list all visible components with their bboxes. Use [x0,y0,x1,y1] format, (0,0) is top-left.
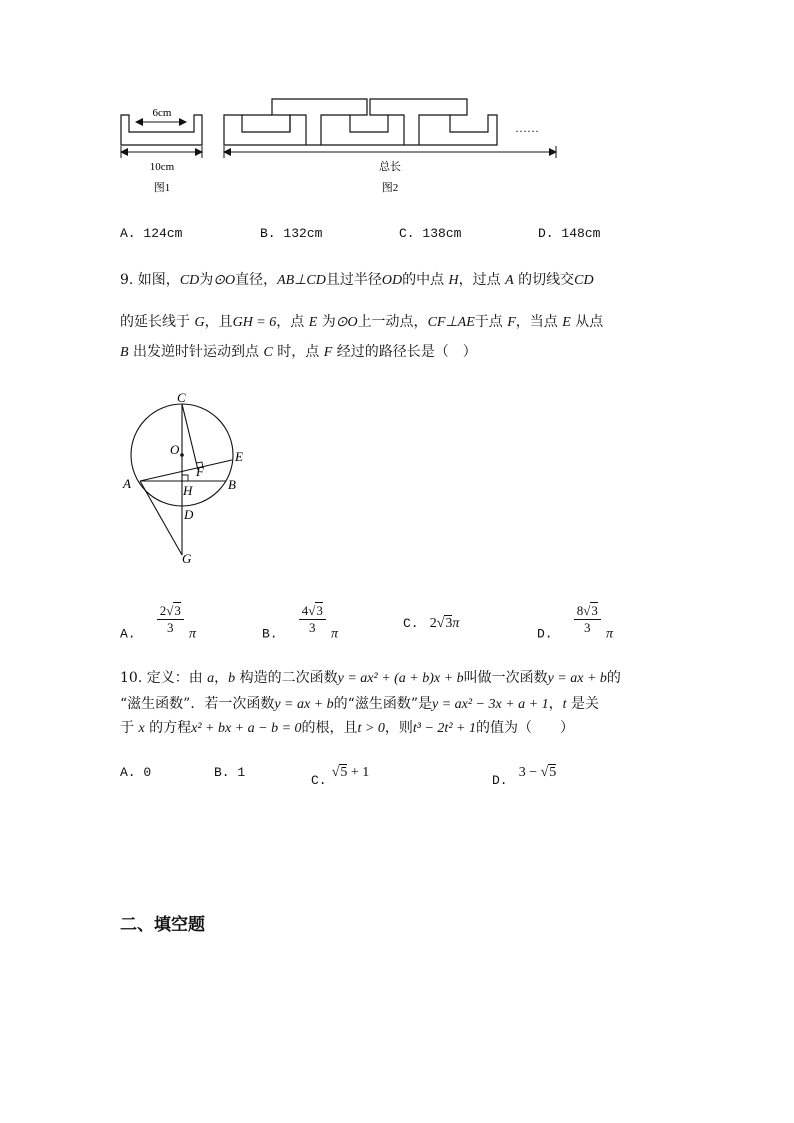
dim-total: 总长 [379,161,401,173]
q8-option-b: B. 132cm [260,226,323,241]
q8-option-c: C. 138cm [399,226,462,241]
label-G: G [182,551,192,566]
fig2-shape [224,99,497,145]
q9-option-d: $_{D.}$ $\frac{8√3}{3}$ π [537,603,613,642]
dim-6cm: 6cm [152,107,172,119]
q10-option-b: B. 1 [214,765,246,780]
q9-line-3: B 出发逆时针运动到点 C 时，点 F 经过的路径长是（ ） [120,344,477,360]
label-E: E [235,449,243,464]
q9-option-a: $_{A.}$ $\frac{2√3}{3}$ π [120,603,196,642]
fig2-dots: …… [515,121,539,135]
q9-figure [115,385,265,570]
q8-option-a: A. 124cm [120,226,183,241]
label-B: B [228,477,236,492]
section-heading-fill-blank: 二、填空题 [120,915,205,935]
caption-fig2: 图2 [381,182,399,194]
fig1-shape [121,115,202,145]
q10-line-2: “滋生函数”．若一次函数y = ax + b的“滋生函数”是y = ax² − 3x + a + 1，t 是关 [120,696,599,712]
q8-option-d: D. 148cm [538,226,601,241]
label-F: F [196,464,204,479]
label-A: A [123,476,131,491]
q8-figure [110,90,580,200]
q9-option-b: $_{B.}$ $\frac{4√3}{3}$ π [262,603,338,642]
q10-option-d: $_{D.}$ 3 − √5 [492,765,557,788]
label-H: H [183,483,193,498]
caption-fig1: 图1 [153,182,171,194]
q10-option-c: $_{C.}$ √5 + 1 [311,765,370,788]
label-D: D [184,507,194,522]
label-O: O [170,442,180,457]
q10-line-3: 于 x 的方程x² + bx + a − b = 0的根，且t > 0，则t³ − 2t² + 1的值为（ ） [120,720,574,736]
q10-line-1: 10. 定义：由 a，b 构造的二次函数y = ax² + (a + b)x + b叫做一次函数y = ax + b的 [120,670,621,686]
q9-line-1: 9. 如图，CD为⊙O直径，AB⊥CD且过半径OD的中点 H，过点 A 的切线交CD [120,272,594,288]
q10-option-a: A. 0 [120,765,152,780]
label-C: C [177,390,186,405]
dim-10cm: 10cm [149,161,175,173]
q9-line-2: 的延长线于 G，且GH = 6，点 E 为⊙O上一动点，CF⊥AE于点 F，当点 E 从点 [120,314,604,330]
q9-option-c: C. 2√3π [403,616,460,631]
